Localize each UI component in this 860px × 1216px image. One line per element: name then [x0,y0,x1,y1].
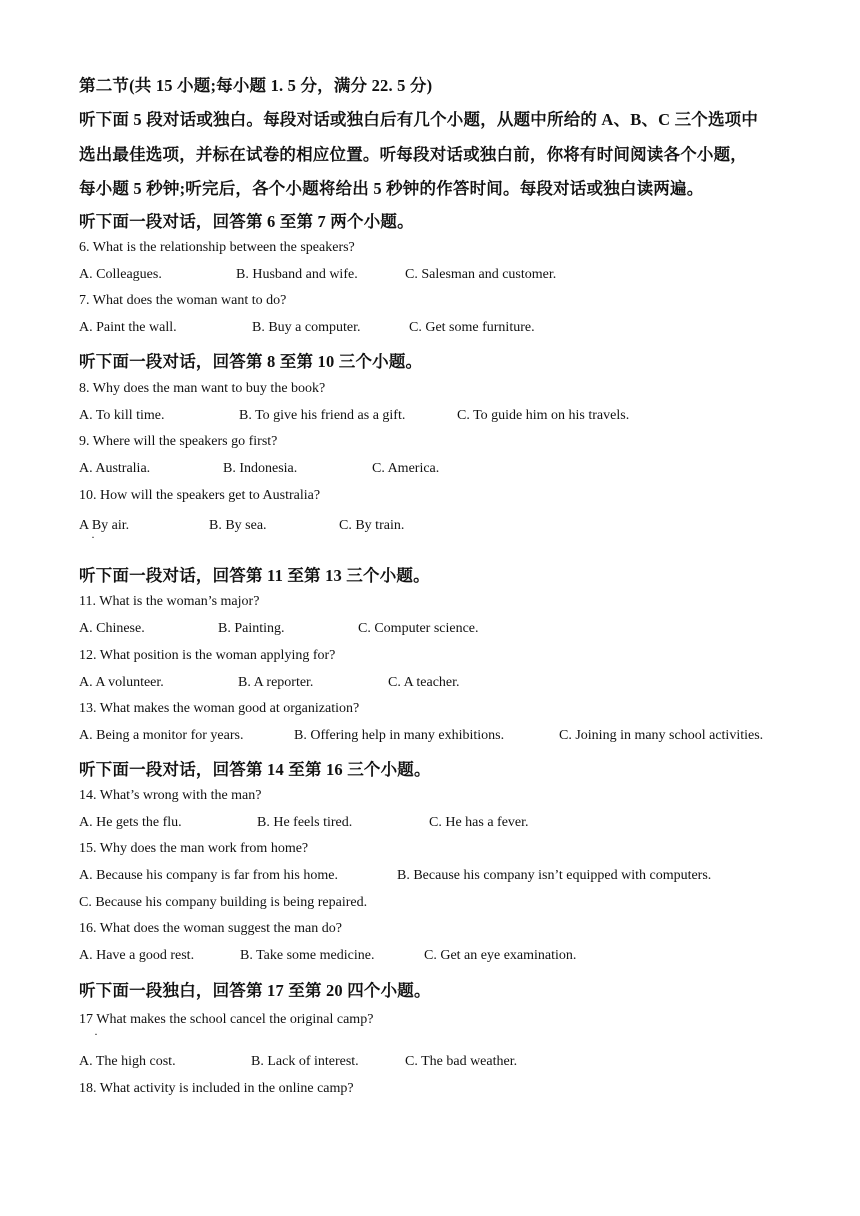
question-text: 9. Where will the speakers go first? [79,434,278,449]
option-c: C. Computer science. [358,621,479,636]
question-text: 18. What activity is included in the online camp? [79,1081,354,1096]
group-heading: 听下面一段对话，回答第 8 至第 10 三个小题。 [79,352,423,371]
option-b: B. Because his company isn’t equipped with computers. [397,868,712,883]
instruction-line: 每小题 5 秒钟;听完后，各个小题将给出 5 秒钟的作答时间。每段对话或独白读两遍。 [79,179,704,198]
stray-dot: · [91,530,95,544]
option-a: A. The high cost. [79,1054,176,1069]
option-c: C. A teacher. [388,675,460,690]
question-text: 7. What does the woman want to do? [79,293,287,308]
option-a: A. Colleagues. [79,267,162,282]
option-c: C. By train. [339,518,405,533]
group-heading: 听下面一段对话，回答第 11 至第 13 三个小题。 [79,566,430,585]
option-a: A. Paint the wall. [79,320,177,335]
option-b: B. He feels tired. [257,815,353,830]
question-text: 6. What is the relationship between the speakers? [79,240,355,255]
option-b: B. Painting. [218,621,285,636]
question-text: 13. What makes the woman good at organization? [79,701,360,716]
option-c: C. He has a fever. [429,815,529,830]
option-a: A By air. [79,518,130,533]
instruction-line: 听下面 5 段对话或独白。每段对话或独白后有几个小题，从题中所给的 A、B、C 三个选项中 [79,110,759,129]
option-b: B. Take some medicine. [240,948,375,963]
group-heading: 听下面一段对话，回答第 14 至第 16 三个小题。 [79,760,431,779]
question-text: 16. What does the woman suggest the man do? [79,921,342,936]
question-text: 12. What position is the woman applying for? [79,648,336,663]
question-text: 17 What makes the school cancel the original camp? [79,1012,374,1027]
option-a: A. Chinese. [79,621,145,636]
question-text: 11. What is the woman’s major? [79,594,260,609]
option-a: A. Australia. [79,461,151,476]
option-c: C. Get some furniture. [409,320,535,335]
option-c: C. To guide him on his travels. [457,408,630,423]
option-b: B. Indonesia. [223,461,298,476]
option-b: B. A reporter. [238,675,314,690]
option-a: A. Have a good rest. [79,948,195,963]
option-b: B. Buy a computer. [252,320,361,335]
option-a: A. Because his company is far from his home. [79,868,338,883]
option-b: B. By sea. [209,518,267,533]
option-b: B. Lack of interest. [251,1054,359,1069]
group-heading: 听下面一段对话，回答第 6 至第 7 两个小题。 [79,212,414,231]
option-a: A. Being a monitor for years. [79,728,244,743]
section-title: 第二节(共 15 小题;每小题 1. 5 分，满分 22. 5 分) [79,76,433,95]
option-a: A. To kill time. [79,408,165,423]
group-heading: 听下面一段独白，回答第 17 至第 20 四个小题。 [79,981,431,1000]
option-c: C. Because his company building is being repaired. [79,895,368,910]
option-b: B. To give his friend as a gift. [239,408,406,423]
question-text: 8. Why does the man want to buy the book? [79,381,326,396]
option-b: B. Offering help in many exhibitions. [294,728,505,743]
instruction-line: 选出最佳选项，并标在试卷的相应位置。听每段对话或独白前，你将有时间阅读各个小题， [79,145,747,164]
option-c: C. Get an eye examination. [424,948,577,963]
question-text: 14. What’s wrong with the man? [79,788,262,803]
option-c: C. America. [372,461,440,476]
question-text: 10. How will the speakers get to Australia? [79,488,321,503]
option-c: C. Salesman and customer. [405,267,557,282]
option-c: C. The bad weather. [405,1054,518,1069]
option-b: B. Husband and wife. [236,267,358,282]
question-text: 15. Why does the man work from home? [79,841,309,856]
stray-dot: · [94,1027,98,1041]
option-a: A. A volunteer. [79,675,164,690]
option-c: C. Joining in many school activities. [559,728,764,743]
option-a: A. He gets the flu. [79,815,182,830]
